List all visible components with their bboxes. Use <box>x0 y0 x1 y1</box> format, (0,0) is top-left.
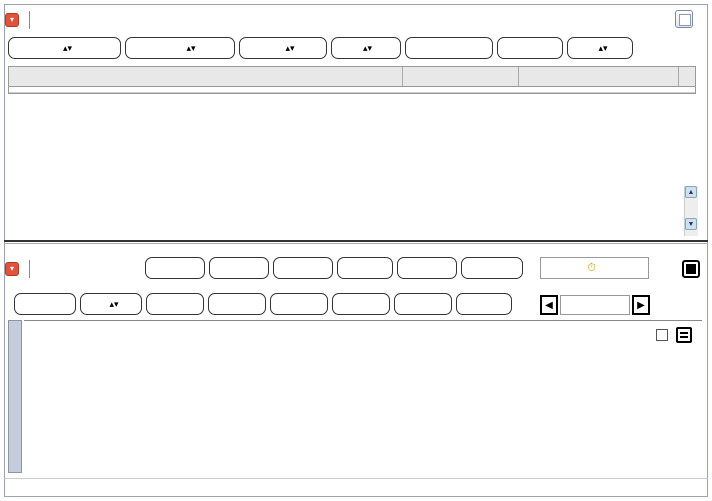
aux-button[interactable] <box>337 257 393 279</box>
theme-button[interactable] <box>209 257 269 279</box>
col-value[interactable] <box>403 67 519 86</box>
viewall-button[interactable] <box>270 293 328 315</box>
panel-divider[interactable] <box>4 240 708 244</box>
collapse-icon[interactable]: ▾ <box>5 262 19 276</box>
oscilloscope-plot[interactable] <box>24 320 702 473</box>
prev-arrow-icon[interactable]: ◀ <box>540 295 558 315</box>
divider <box>29 260 30 278</box>
timebase-value[interactable] <box>560 295 630 315</box>
table-scrollbar[interactable] <box>684 186 698 236</box>
trigger-button[interactable] <box>332 293 390 315</box>
stop-record-button[interactable] <box>682 260 700 278</box>
divider <box>29 11 30 29</box>
scroll-up-icon[interactable]: ▲ <box>685 186 697 198</box>
next-arrow-icon[interactable]: ▶ <box>632 295 650 315</box>
configuration-tab[interactable] <box>8 320 22 473</box>
updown-icon: ▴▾ <box>362 42 373 53</box>
layout-toggle-icon[interactable] <box>676 327 692 343</box>
table-header <box>9 67 695 87</box>
zeroset-button[interactable] <box>456 293 512 315</box>
col-sensor-name[interactable] <box>9 67 403 86</box>
singleshot-button[interactable] <box>394 293 452 315</box>
items-list-select[interactable] <box>331 37 401 59</box>
updown-icon: ▴▾ <box>109 298 119 309</box>
horizontal-scrollbar[interactable] <box>4 478 708 492</box>
name-button[interactable] <box>146 293 204 315</box>
user-setting-button[interactable] <box>461 257 523 279</box>
time-display <box>540 257 649 279</box>
clock-icon: ⏱ <box>587 261 596 274</box>
standard-display-select[interactable] <box>8 37 121 59</box>
cursor-button[interactable] <box>208 293 266 315</box>
scroll-down-icon[interactable]: ▼ <box>685 218 697 230</box>
full-list-select[interactable] <box>125 37 235 59</box>
record-button[interactable] <box>497 37 563 59</box>
collapse-icon[interactable]: ▾ <box>5 13 19 27</box>
checkbox[interactable] <box>656 329 668 341</box>
waveform-svg <box>24 321 702 474</box>
review-button[interactable] <box>397 257 457 279</box>
reset-min-max-button[interactable] <box>405 37 493 59</box>
oscilloscope-toolbar-1 <box>145 257 523 281</box>
stop-select[interactable] <box>567 37 633 59</box>
col-unit[interactable] <box>519 67 679 86</box>
current-data-toolbar <box>8 37 633 61</box>
stop-icon <box>686 264 696 274</box>
updown-icon: ▴▾ <box>186 42 196 53</box>
sensor-button[interactable] <box>145 257 205 279</box>
timebase-control <box>540 294 650 316</box>
current-data-header <box>5 8 697 32</box>
stop-select[interactable] <box>80 293 142 315</box>
updown-icon: ▴▾ <box>285 42 295 53</box>
oscilloscope-toolbar-2 <box>14 293 512 317</box>
sensor-table <box>8 66 696 94</box>
graph-select[interactable] <box>239 37 327 59</box>
scroll-track[interactable] <box>685 198 698 218</box>
reset-button[interactable] <box>14 293 76 315</box>
channel-button[interactable] <box>273 257 333 279</box>
updown-icon: ▴▾ <box>598 42 608 53</box>
maximize-button[interactable] <box>675 10 693 28</box>
section-gap <box>9 87 695 93</box>
updown-icon: ▴▾ <box>62 42 73 53</box>
